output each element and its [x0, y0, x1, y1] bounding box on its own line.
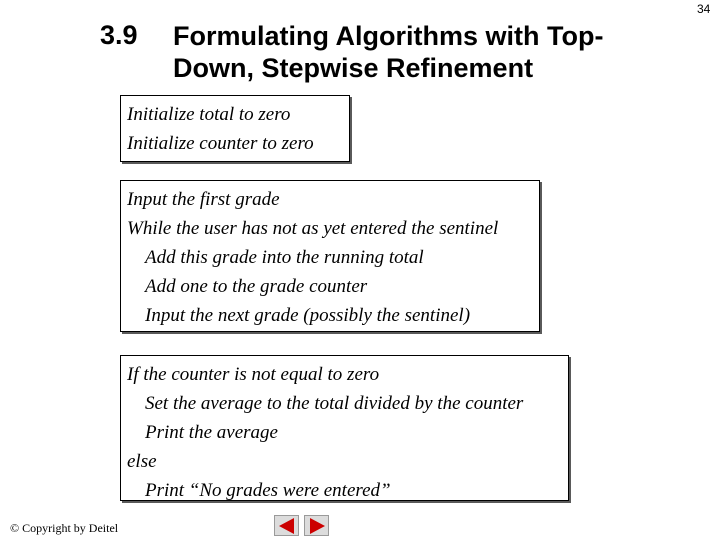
pseudocode-box-processing	[120, 180, 540, 332]
right-triangle-icon	[307, 517, 327, 535]
pseudocode-box-termination	[120, 355, 569, 501]
pseudocode-line: Add one to the grade counter	[145, 276, 368, 297]
pseudocode-line: Set the average to the total divided by the counter	[145, 393, 524, 414]
pseudocode-line: Initialize total to zero	[127, 104, 291, 125]
slide-title: Formulating Algorithms with Top-Down, Stepwise Refinement	[173, 21, 604, 83]
previous-slide-button[interactable]	[274, 515, 299, 536]
pseudocode-line: Print “No grades were entered”	[145, 480, 391, 501]
copyright-notice: © Copyright by Deitel	[10, 521, 119, 535]
page-number: 34	[697, 2, 711, 16]
pseudocode-box-initialization	[120, 95, 350, 162]
pseudocode-line: Print the average	[145, 422, 278, 443]
pseudocode-line: else	[127, 451, 157, 472]
next-slide-button[interactable]	[304, 515, 329, 536]
pseudocode-line: If the counter is not equal to zero	[127, 364, 380, 385]
pseudocode-line: While the user has not as yet entered the sentinel	[127, 218, 499, 239]
left-triangle-icon	[277, 517, 297, 535]
pseudocode-line: Input the next grade (possibly the sentinel)	[145, 305, 471, 326]
pseudocode-line: Input the first grade	[127, 189, 280, 210]
section-number: 3.9	[100, 20, 138, 50]
pseudocode-line: Initialize counter to zero	[127, 133, 314, 154]
pseudocode-line: Add this grade into the running total	[145, 247, 424, 268]
